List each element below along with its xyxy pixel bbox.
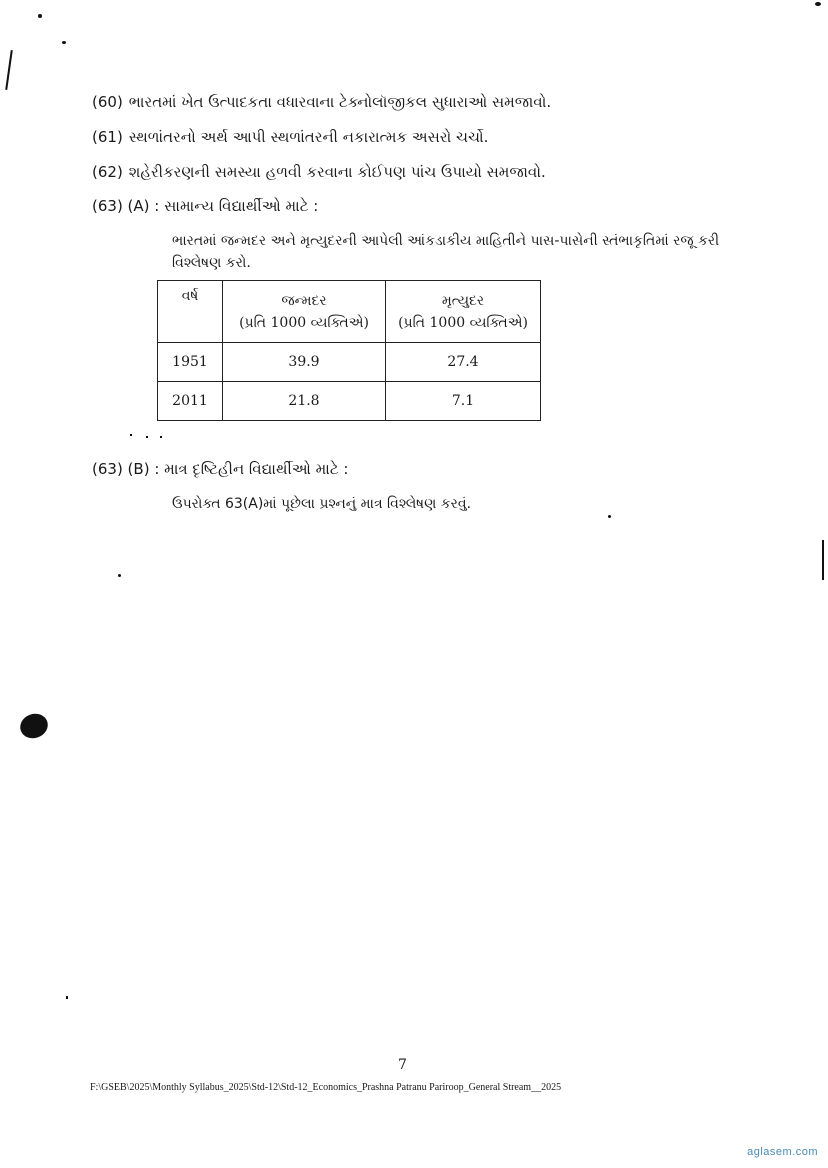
- cell-birth-rate: 21.8: [223, 382, 386, 421]
- cell-death-rate: 27.4: [386, 343, 541, 382]
- scan-dot: [146, 436, 148, 438]
- question-63b-heading: (63) (B) : માત્ર દૃષ્ટિહીન વિદ્યાર્થીઓ માટે :: [92, 460, 349, 478]
- scan-dot: [66, 996, 68, 999]
- header-birth-title: જન્મદર: [281, 292, 327, 309]
- scan-edge: [822, 540, 824, 580]
- header-birth-rate: [223, 281, 386, 343]
- scan-mark: [5, 50, 13, 90]
- question-number: (60): [92, 93, 123, 111]
- cell-year: 1951: [158, 343, 223, 382]
- scan-dot: [118, 574, 121, 577]
- header-birth-unit: (પ્રતિ 1000 વ્યક્તિએ): [239, 314, 369, 331]
- table-header-row: [158, 281, 541, 343]
- question-text: શહેરીકરણની સમસ્યા હળવી કરવાના કોઈપણ પાંચ ઉપાયો સમજાવો.: [128, 163, 546, 181]
- question-62: [92, 162, 546, 182]
- watermark: aglasem.com: [747, 1146, 818, 1158]
- question-text: સ્થળાંતરનો અર્થ આપી સ્થળાંતરની નકારાત્મક અસરો ચર્ચો.: [128, 128, 489, 146]
- scan-dot: [38, 14, 42, 18]
- table-row: [158, 382, 541, 421]
- cell-death-rate: 7.1: [386, 382, 541, 421]
- question-63a-heading: (63) (A) : સામાન્ય વિદ્યાર્થીઓ માટે :: [92, 197, 319, 215]
- page-number: 7: [398, 1057, 407, 1073]
- question-63b-instruction: ઉપરોક્ત 63(A)માં પૂછેલા પ્રશ્નનું માત્ર વિશ્લેષણ કરવું.: [172, 496, 472, 512]
- scan-dot: [62, 41, 66, 44]
- question-61: [92, 127, 488, 147]
- header-death-rate: [386, 281, 541, 343]
- cell-year: 2011: [158, 382, 223, 421]
- header-year: વર્ષ: [158, 281, 223, 343]
- question-63a-instruction: ભારતમાં જન્મદર અને મૃત્યુદરની આપેલી આંકડાકીય માહિતીને પાસ-પાસેની સ્તંભાકૃતિમાં રજૂ કરી વિશ્લેષણ કરો.: [172, 233, 720, 271]
- scan-dot: [160, 436, 162, 438]
- question-number: (61): [92, 128, 123, 146]
- cell-birth-rate: 39.9: [223, 343, 386, 382]
- punch-hole-mark: [17, 710, 52, 742]
- scan-dot: [608, 515, 611, 518]
- birth-death-rate-table: [157, 280, 541, 421]
- header-death-title: મૃત્યુદર: [441, 292, 485, 309]
- scan-dot: [130, 434, 132, 436]
- question-60: [92, 92, 551, 112]
- scan-dot: [815, 2, 821, 6]
- file-path-footer: F:\GSEB\2025\Monthly Syllabus_2025\Std-12\Std-12_Economics_Prashna Patranu Pariroop_General Stream__2025: [90, 1082, 562, 1093]
- table-row: [158, 343, 541, 382]
- question-number: (62): [92, 163, 123, 181]
- header-death-unit: (પ્રતિ 1000 વ્યક્તિએ): [398, 314, 528, 331]
- question-text: ભારતમાં ખેત ઉત્પાદકતા વધારવાના ટેક્નોલૉજીકલ સુધારાઓ સમજાવો.: [128, 93, 552, 111]
